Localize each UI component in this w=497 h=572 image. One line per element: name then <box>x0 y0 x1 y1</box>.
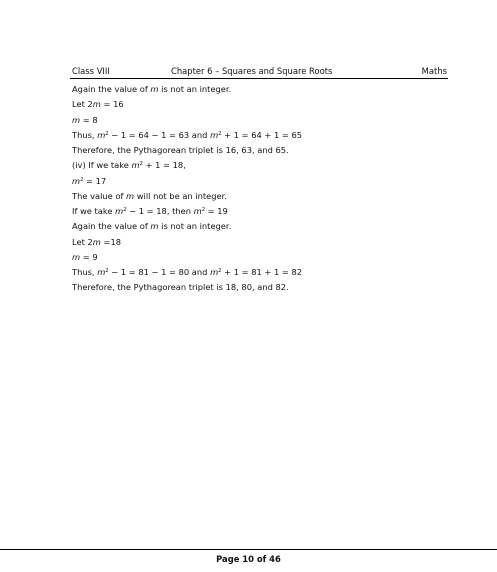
text-line: Therefore, the Pythagorean triplet is 16, 63, and 65. <box>72 145 289 155</box>
footer-divider <box>0 549 497 550</box>
text-line: (iv) If we take $m^2 + 1 = 18$, <box>72 160 186 171</box>
document-body <box>72 84 452 298</box>
header-subject: Maths <box>421 66 447 76</box>
text-line: Let 2m = 16 <box>72 99 124 110</box>
text-line: If we take $m^2 - 1 = 18$, then $m^2 = 19$ <box>72 206 228 216</box>
text-line: Again the value of m is not an integer. <box>72 84 232 94</box>
text-line: m = 9 <box>72 251 98 262</box>
page-number: Page 10 of 46 <box>216 554 281 564</box>
text-line: Again the value of m is not an integer. <box>72 221 232 232</box>
text-line: Let 2m =18 <box>72 236 122 247</box>
text-line: Thus, $m^2 - 1 = 64 - 1 = 63$ and $m^2 + 1 = 64 + 1 = 65$ <box>72 129 303 140</box>
text-line: $m^2 = 17$ <box>72 175 107 186</box>
text-line: Thus, $m^2 - 1 = 81 - 1 = 80$ and $m^2 + 1 = 81 + 1 = 82$ <box>72 267 303 277</box>
text-line: Therefore, the Pythagorean triplet is 18, 80, and 82. <box>72 282 289 293</box>
text-line: The value of m will not be an integer. <box>72 190 227 201</box>
header-class: Class VIII <box>72 66 110 76</box>
text-line: m = 8 <box>72 114 98 125</box>
header-chapter: Chapter 6 – Squares and Square Roots <box>171 66 333 76</box>
page-header <box>70 66 448 79</box>
